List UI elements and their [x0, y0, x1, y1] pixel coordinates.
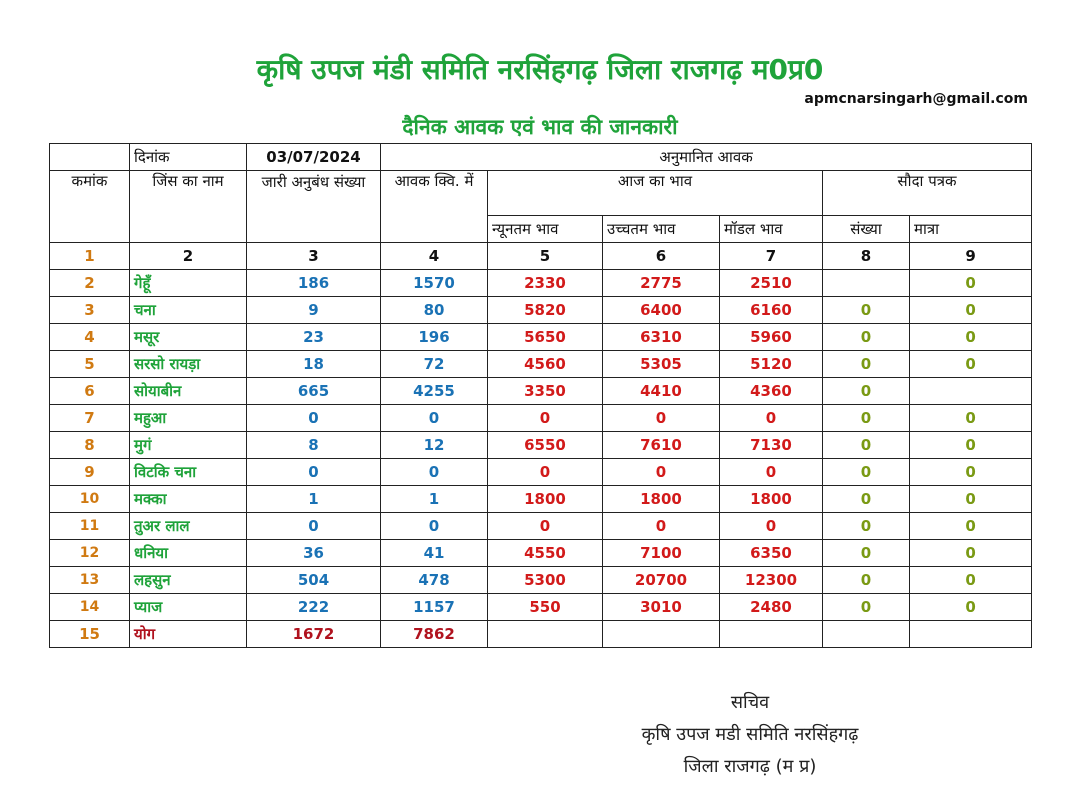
- commodity-name: विटकि चना: [130, 459, 247, 486]
- aavak-quintal: 72: [381, 351, 488, 378]
- commodity-name: चना: [130, 297, 247, 324]
- header-sankhya: संख्या: [823, 216, 910, 243]
- anubandh-count: 0: [247, 513, 381, 540]
- min-price: 2330: [488, 270, 603, 297]
- commodity-name: सरसो रायड़ा: [130, 351, 247, 378]
- model-price: 7130: [720, 432, 823, 459]
- column-number: 3: [247, 243, 381, 270]
- header-anubandh: जारी अनुबंध संख्या: [247, 171, 381, 243]
- row-sno: 3: [50, 297, 130, 324]
- aavak-quintal: 12: [381, 432, 488, 459]
- anubandh-count: 0: [247, 459, 381, 486]
- row-sno: 12: [50, 540, 130, 567]
- sauda-matra: 0: [910, 405, 1032, 432]
- signature-org: कृषि उपज मडी समिति नरसिंहगढ़: [641, 724, 859, 745]
- table-row: [50, 459, 1032, 486]
- table-row: [50, 540, 1032, 567]
- header-aavak: आवक क्वि. में: [381, 171, 488, 243]
- aavak-quintal: 1570: [381, 270, 488, 297]
- sauda-sankhya: 0: [823, 594, 910, 621]
- aavak-quintal: 196: [381, 324, 488, 351]
- total-anubandh: 1672: [247, 621, 381, 648]
- max-price: 7100: [603, 540, 720, 567]
- header-matra: मात्रा: [910, 216, 1032, 243]
- table-row: [50, 432, 1032, 459]
- anubandh-count: 665: [247, 378, 381, 405]
- header-sno: कमांक: [50, 171, 130, 243]
- model-price: 0: [720, 459, 823, 486]
- date-label: दिनांक: [130, 144, 247, 171]
- total-label: योग: [130, 621, 247, 648]
- column-number: 1: [50, 243, 130, 270]
- aavak-quintal: 0: [381, 459, 488, 486]
- header-model-price: मॉडल भाव: [720, 216, 823, 243]
- column-number: 2: [130, 243, 247, 270]
- row-sno: 7: [50, 405, 130, 432]
- model-price: 6350: [720, 540, 823, 567]
- commodity-name: तुअर लाल: [130, 513, 247, 540]
- row-sno: 2: [50, 270, 130, 297]
- commodity-name: गेहूँ: [130, 270, 247, 297]
- date-value: 03/07/2024: [247, 144, 381, 171]
- model-price: 0: [720, 405, 823, 432]
- anubandh-count: 36: [247, 540, 381, 567]
- aavak-quintal: 0: [381, 405, 488, 432]
- min-price: 5820: [488, 297, 603, 324]
- header-max-price: उच्चतम भाव: [603, 216, 720, 243]
- anubandh-count: 504: [247, 567, 381, 594]
- max-price: 6400: [603, 297, 720, 324]
- row-sno: 8: [50, 432, 130, 459]
- max-price: 7610: [603, 432, 720, 459]
- sauda-sankhya: 0: [823, 378, 910, 405]
- row-sno: 11: [50, 513, 130, 540]
- column-number: 6: [603, 243, 720, 270]
- model-price: 12300: [720, 567, 823, 594]
- arrivals-price-table: [49, 143, 1032, 648]
- sauda-matra: 0: [910, 324, 1032, 351]
- min-price: 550: [488, 594, 603, 621]
- sauda-matra: 0: [910, 432, 1032, 459]
- sauda-matra: 0: [910, 513, 1032, 540]
- commodity-name: मुगं: [130, 432, 247, 459]
- column-number: 7: [720, 243, 823, 270]
- max-price: 4410: [603, 378, 720, 405]
- column-number: 8: [823, 243, 910, 270]
- table-row: [50, 270, 1032, 297]
- min-price: 6550: [488, 432, 603, 459]
- total-aavak: 7862: [381, 621, 488, 648]
- aavak-quintal: 1157: [381, 594, 488, 621]
- max-price: 5305: [603, 351, 720, 378]
- column-number-row: [50, 243, 1032, 270]
- table-row: [50, 567, 1032, 594]
- email-address[interactable]: apmcnarsingarh@gmail.com: [804, 91, 1028, 107]
- empty-cell: [823, 621, 910, 648]
- column-number: 5: [488, 243, 603, 270]
- table-row: [50, 405, 1032, 432]
- model-price: 5960: [720, 324, 823, 351]
- aavak-quintal: 41: [381, 540, 488, 567]
- model-price: 1800: [720, 486, 823, 513]
- row-sno: 13: [50, 567, 130, 594]
- column-number: 4: [381, 243, 488, 270]
- anubandh-count: 18: [247, 351, 381, 378]
- anubandh-count: 222: [247, 594, 381, 621]
- row-sno: 5: [50, 351, 130, 378]
- min-price: 0: [488, 513, 603, 540]
- empty-cell: [603, 621, 720, 648]
- model-price: 2510: [720, 270, 823, 297]
- anubandh-count: 23: [247, 324, 381, 351]
- max-price: 0: [603, 459, 720, 486]
- row-sno: 10: [50, 486, 130, 513]
- empty-cell: [910, 621, 1032, 648]
- table-row: [50, 594, 1032, 621]
- min-price: 0: [488, 459, 603, 486]
- header-row-1: [50, 171, 1032, 216]
- min-price: 5300: [488, 567, 603, 594]
- table-row: [50, 324, 1032, 351]
- header-sauda-patrak: सौदा पत्रक: [823, 171, 1032, 216]
- max-price: 0: [603, 405, 720, 432]
- max-price: 0: [603, 513, 720, 540]
- min-price: 4560: [488, 351, 603, 378]
- total-row: [50, 621, 1032, 648]
- anubandh-count: 8: [247, 432, 381, 459]
- aavak-quintal: 4255: [381, 378, 488, 405]
- commodity-name: मसूर: [130, 324, 247, 351]
- sauda-matra: 0: [910, 351, 1032, 378]
- max-price: 1800: [603, 486, 720, 513]
- commodity-name: मक्का: [130, 486, 247, 513]
- min-price: 4550: [488, 540, 603, 567]
- total-sno: 15: [50, 621, 130, 648]
- commodity-name: सोयाबीन: [130, 378, 247, 405]
- sauda-sankhya: 0: [823, 351, 910, 378]
- table-row: [50, 486, 1032, 513]
- empty-cell: [488, 621, 603, 648]
- model-price: 6160: [720, 297, 823, 324]
- sauda-sankhya: 0: [823, 513, 910, 540]
- min-price: 1800: [488, 486, 603, 513]
- sauda-sankhya: 0: [823, 567, 910, 594]
- row-sno: 6: [50, 378, 130, 405]
- empty-cell: [50, 144, 130, 171]
- row-sno: 9: [50, 459, 130, 486]
- table-row: [50, 297, 1032, 324]
- table-row: [50, 513, 1032, 540]
- max-price: 3010: [603, 594, 720, 621]
- sauda-sankhya: 0: [823, 432, 910, 459]
- sauda-matra: 0: [910, 594, 1032, 621]
- aavak-quintal: 0: [381, 513, 488, 540]
- aavak-quintal: 80: [381, 297, 488, 324]
- aavak-quintal: 478: [381, 567, 488, 594]
- model-price: 5120: [720, 351, 823, 378]
- sauda-matra: 0: [910, 459, 1032, 486]
- sauda-sankhya: 0: [823, 459, 910, 486]
- row-sno: 14: [50, 594, 130, 621]
- empty-cell: [720, 621, 823, 648]
- model-price: 2480: [720, 594, 823, 621]
- anubandh-count: 186: [247, 270, 381, 297]
- anubandh-count: 1: [247, 486, 381, 513]
- sauda-sankhya: 0: [823, 540, 910, 567]
- sauda-sankhya: 0: [823, 486, 910, 513]
- min-price: 0: [488, 405, 603, 432]
- column-number: 9: [910, 243, 1032, 270]
- header-aaj-ka-bhav: आज का भाव: [488, 171, 823, 216]
- date-row: [50, 144, 1032, 171]
- max-price: 20700: [603, 567, 720, 594]
- max-price: 2775: [603, 270, 720, 297]
- model-price: 4360: [720, 378, 823, 405]
- aavak-quintal: 1: [381, 486, 488, 513]
- commodity-name: प्याज: [130, 594, 247, 621]
- sauda-sankhya: 0: [823, 297, 910, 324]
- page-subtitle: दैनिक आवक एवं भाव की जानकारी: [402, 115, 678, 139]
- signature-district: जिला राजगढ़ (म प्र): [683, 756, 817, 777]
- model-price: 0: [720, 513, 823, 540]
- table-row: [50, 378, 1032, 405]
- table-row: [50, 351, 1032, 378]
- sauda-matra: 0: [910, 270, 1032, 297]
- anumanit-aavak-header: अनुमानित आवक: [381, 144, 1032, 171]
- sauda-matra: 0: [910, 297, 1032, 324]
- header-commodity: जिंस का नाम: [130, 171, 247, 243]
- min-price: 3350: [488, 378, 603, 405]
- commodity-name: धनिया: [130, 540, 247, 567]
- anubandh-count: 9: [247, 297, 381, 324]
- max-price: 6310: [603, 324, 720, 351]
- sauda-matra: 0: [910, 486, 1032, 513]
- sauda-matra: 0: [910, 540, 1032, 567]
- row-sno: 4: [50, 324, 130, 351]
- header-min-price: न्यूनतम भाव: [488, 216, 603, 243]
- sauda-matra: [910, 378, 1032, 405]
- page-title: कृषि उपज मंडी समिति नरसिंहगढ़ जिला राजगढ़ म0प्र0: [256, 53, 824, 86]
- commodity-name: लहसुन: [130, 567, 247, 594]
- signature-title: सचिव: [730, 692, 770, 713]
- min-price: 5650: [488, 324, 603, 351]
- sauda-sankhya: [823, 270, 910, 297]
- sauda-matra: 0: [910, 567, 1032, 594]
- sauda-sankhya: 0: [823, 405, 910, 432]
- sauda-sankhya: 0: [823, 324, 910, 351]
- commodity-name: महुआ: [130, 405, 247, 432]
- anubandh-count: 0: [247, 405, 381, 432]
